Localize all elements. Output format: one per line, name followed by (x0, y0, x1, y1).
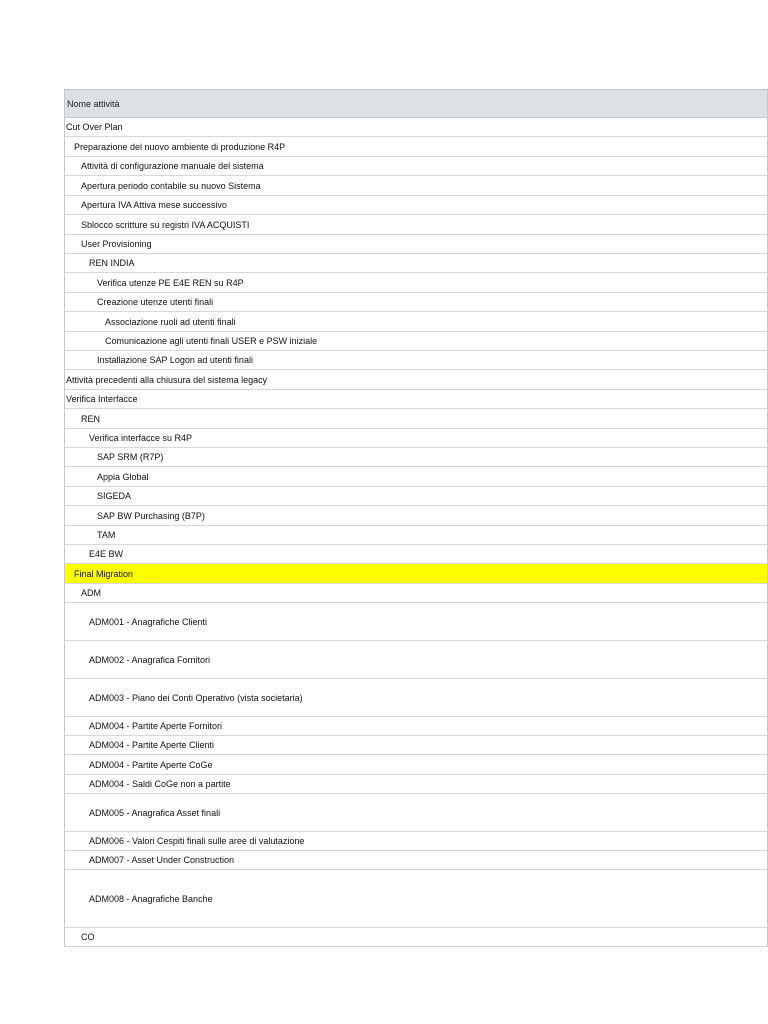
table-body (64, 118, 768, 947)
activity-name: Cut Over Plan (66, 122, 123, 132)
activity-name: SIGEDA (97, 491, 132, 501)
activity-name: Preparazione del nuovo ambiente di produzione R4P (74, 141, 286, 152)
activity-name: Verifica Interfacce (66, 394, 138, 404)
activity-name: ADM (81, 588, 101, 598)
table-row[interactable] (64, 293, 768, 312)
table-row[interactable] (64, 603, 768, 641)
activity-name: ADM002 - Anagrafica Fornitori (89, 654, 211, 665)
table-row[interactable] (64, 137, 768, 157)
table-row[interactable] (64, 215, 768, 235)
activity-name: ADM006 - Valori Cespiti finali sulle aree di valutazione (89, 836, 305, 846)
table-row[interactable] (64, 736, 768, 755)
table-row[interactable] (64, 390, 768, 409)
table-row[interactable] (64, 928, 768, 947)
activity-name: Apertura periodo contabile su nuovo Sistema (81, 180, 261, 191)
table-row[interactable] (64, 118, 768, 137)
table-row[interactable] (64, 870, 768, 928)
table-row[interactable] (64, 851, 768, 870)
activity-name: Appia Global (97, 471, 149, 482)
activity-name: REN (81, 413, 101, 424)
table-row[interactable] (64, 176, 768, 196)
activity-name: ADM001 - Anagrafiche Clienti (89, 616, 208, 627)
activity-name: E4E BW (89, 549, 124, 559)
activity-name: Apertura IVA Attiva mese successivo (81, 200, 227, 210)
table-row[interactable] (64, 429, 768, 448)
activity-name: ADM004 - Partite Aperte CoGe (89, 759, 213, 770)
table-row[interactable] (64, 564, 768, 584)
table-row[interactable] (64, 409, 768, 429)
table-row[interactable] (64, 487, 768, 506)
table-row[interactable] (64, 273, 768, 293)
table-row[interactable] (64, 312, 768, 332)
activity-name: Final Migration (74, 568, 134, 579)
table-row[interactable] (64, 584, 768, 603)
column-header-nome-attivita (64, 89, 768, 118)
table-row[interactable] (64, 641, 768, 679)
table-row[interactable] (64, 370, 768, 390)
activity-name: ADM003 - Piano dei Conti Operativo (vista societaria) (89, 692, 303, 703)
activity-name: User Provisioning (81, 239, 152, 249)
activity-name: ADM004 - Saldi CoGe non a partite (89, 779, 231, 789)
table-row[interactable] (64, 196, 768, 215)
activity-name: REN INDIA (89, 258, 135, 268)
activity-name: Associazione ruoli ad utenti finali (105, 316, 236, 327)
table-row[interactable] (64, 351, 768, 370)
table-row[interactable] (64, 235, 768, 254)
table-row[interactable] (64, 775, 768, 794)
table-row[interactable] (64, 545, 768, 564)
activity-name: Installazione SAP Logon ad utenti finali (97, 355, 253, 365)
table-row[interactable] (64, 157, 768, 176)
activity-name: Verifica utenze PE E4E REN su R4P (97, 277, 244, 288)
table-row[interactable] (64, 832, 768, 851)
activity-name: ADM008 - Anagrafiche Banche (89, 893, 213, 904)
table-row[interactable] (64, 506, 768, 526)
table-row[interactable] (64, 254, 768, 273)
activity-name: Attività precedenti alla chiusura del sistema legacy (66, 374, 268, 385)
table-row[interactable] (64, 448, 768, 467)
activity-name: ADM004 - Partite Aperte Clienti (89, 740, 215, 750)
activity-name: Attività di configurazione manuale del sistema (81, 161, 264, 171)
activity-name: ADM004 - Partite Aperte Fornitori (89, 721, 223, 731)
table-row[interactable] (64, 755, 768, 775)
activity-name: Verifica interfacce su R4P (89, 433, 193, 443)
column-header-label: Nome attività (67, 98, 120, 109)
activity-name: TAM (97, 530, 116, 540)
activity-name: CO (81, 932, 95, 942)
table-row[interactable] (64, 717, 768, 736)
table-row[interactable] (64, 332, 768, 351)
table-row[interactable] (64, 467, 768, 487)
table-row[interactable] (64, 526, 768, 545)
activity-name: Comunicazione agli utenti finali USER e PSW iniziale (105, 336, 318, 346)
activity-name: ADM007 - Asset Under Construction (89, 855, 235, 865)
activity-name: SAP SRM (R7P) (97, 452, 164, 462)
activity-name: Sblocco scritture su registri IVA ACQUISTI (81, 219, 250, 230)
activity-name: SAP BW Purchasing (B7P) (97, 510, 205, 521)
table-row[interactable] (64, 679, 768, 717)
activity-name: ADM005 - Anagrafica Asset finali (89, 807, 221, 818)
activity-table (64, 89, 768, 947)
activity-name: Creazione utenze utenti finali (97, 297, 214, 307)
table-row[interactable] (64, 794, 768, 832)
